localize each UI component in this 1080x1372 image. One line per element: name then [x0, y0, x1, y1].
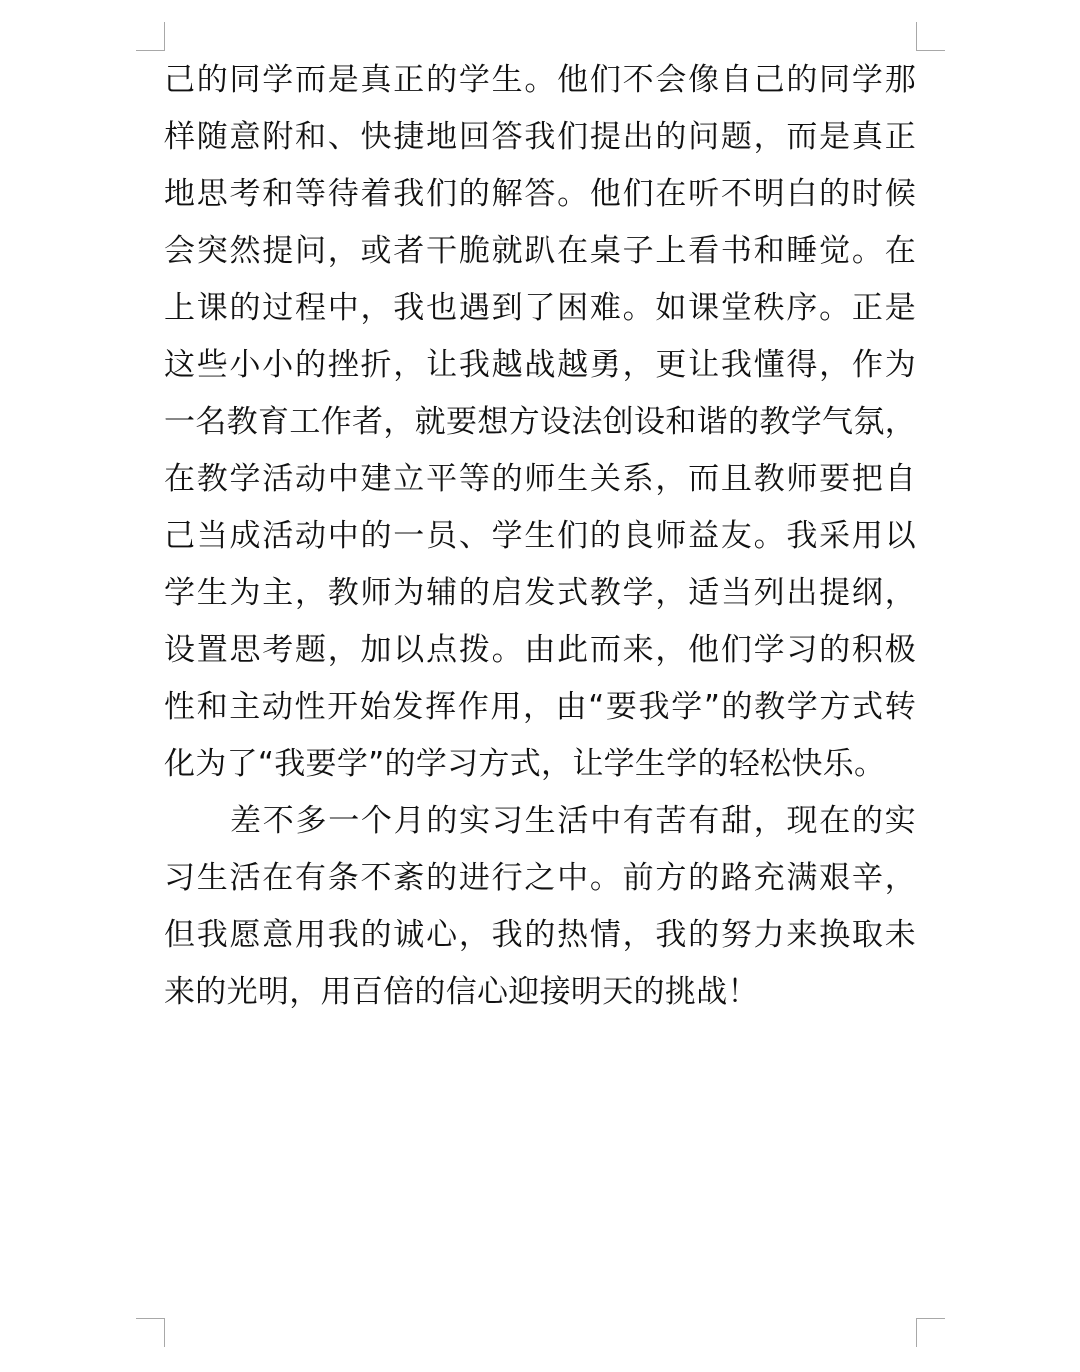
text-line: 在教学活动中建立平等的师生关系，而且教师要把自 [164, 461, 916, 497]
text-line: 一名教育工作者，就要想方设法创设和谐的教学气氛， [164, 404, 916, 440]
text-line: 样随意附和、快捷地回答我们提出的问题，而是真正 [164, 119, 916, 155]
text-line: 己的同学而是真正的学生。他们不会像自己的同学那 [164, 62, 916, 98]
text-line: 设置思考题，加以点拨。由此而来，他们学习的积极 [164, 632, 916, 668]
text-line: 化为了“我要学”的学习方式，让学生学的轻松快乐。 [164, 746, 886, 782]
text-line: 上课的过程中，我也遇到了困难。如课堂秩序。正是 [164, 290, 916, 326]
paragraph-1 [164, 52, 916, 793]
margin-corner-top-left [136, 22, 165, 51]
margin-corner-bottom-left [136, 1318, 165, 1347]
text-line: 来的光明，用百倍的信心迎接明天的挑战！ [164, 974, 759, 1010]
margin-corner-bottom-right [916, 1318, 945, 1347]
text-line: 性和主动性开始发挥作用，由“要我学”的教学方式转 [164, 689, 916, 725]
text-line: 地思考和等待着我们的解答。他们在听不明白的时候 [164, 176, 916, 212]
text-line: 差不多一个月的实习生活中有苦有甜，现在的实 [230, 803, 916, 839]
text-line: 己当成活动中的一员、学生们的良师益友。我采用以 [164, 518, 916, 554]
text-line: 习生活在有条不紊的进行之中。前方的路充满艰辛， [164, 860, 916, 896]
paragraph-2 [164, 793, 916, 1021]
margin-corner-top-right [916, 22, 945, 51]
text-line: 会突然提问，或者干脆就趴在桌子上看书和睡觉。在 [164, 233, 916, 269]
document-body [164, 52, 916, 1021]
text-line: 这些小小的挫折，让我越战越勇，更让我懂得，作为 [164, 347, 916, 383]
text-line: 但我愿意用我的诚心，我的热情，我的努力来换取未 [164, 917, 916, 953]
text-line: 学生为主，教师为辅的启发式教学，适当列出提纲， [164, 575, 916, 611]
